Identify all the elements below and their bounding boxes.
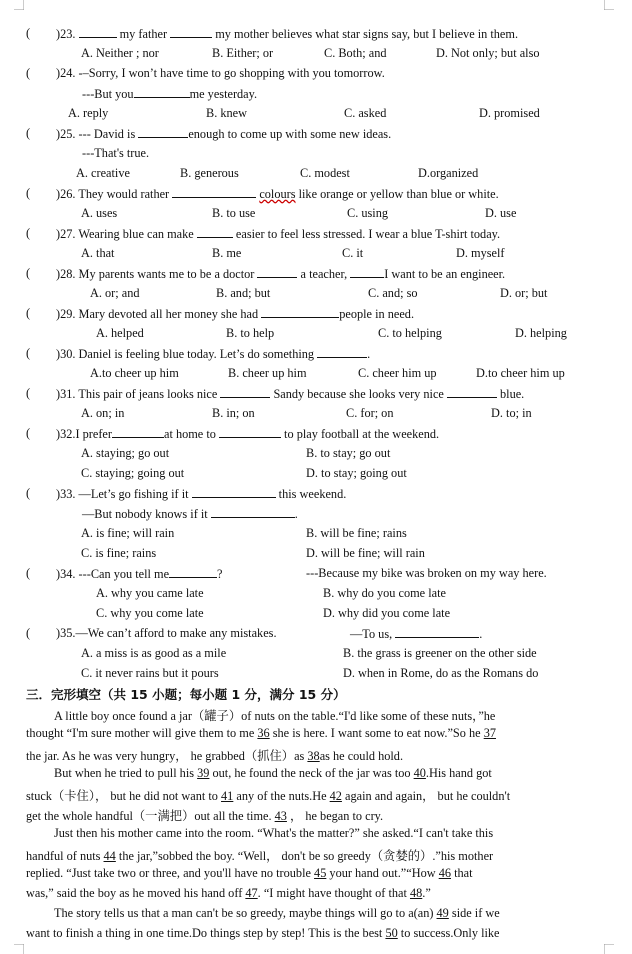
passage-line: But when he tried to pull his 39 out, he found the neck of the jar was too 40.His hand got [54,766,492,780]
option-b: B. will be fine; rains [306,526,407,540]
option-c: C. Both; and [324,46,387,60]
answer-blank [134,86,190,98]
answer-blank [138,126,188,138]
option-c: C. asked [344,106,387,120]
blank-number: 38 [307,749,320,763]
question-stem: ? [217,567,223,581]
corner-mark-bottom-left [14,944,24,954]
answer-blank [79,26,117,38]
option-b: B. the grass is greener on the other side [343,646,537,660]
answer-paren: ( [26,66,31,80]
answer-paren: ( [26,186,31,200]
option-b: B. to stay; go out [306,446,391,460]
answer-paren: ( [26,486,31,500]
option-d: D. or; but [500,286,548,300]
option-c: C. and; so [368,286,418,300]
corner-mark-bottom-right [604,944,614,954]
answer-paren: ( [26,346,31,360]
question-stem: people in need. [339,307,415,321]
question-stem: ---That's true. [82,146,150,160]
option-d: D. to stay; going out [306,466,407,480]
answer-blank [172,186,256,198]
option-a: A.to cheer up him [90,366,179,380]
answer-blank [211,506,295,518]
blank-number: 44 [103,849,116,863]
passage-line: A little boy once found a jar（罐子）of nuts on the table.“I'd like some of these nuts，”he [54,709,496,723]
option-d: D. use [485,206,517,220]
option-c: C. to helping [378,326,442,340]
blank-number: 40 [413,766,426,780]
option-b: B. to help [226,326,275,340]
option-a: A. uses [81,206,118,220]
question-stem: my father [116,27,171,41]
blank-number: 42 [329,789,342,803]
option-a: A. why you came late [96,586,204,600]
question-stem: ---But you [82,87,134,101]
question-stem: me yesterday. [189,87,258,101]
question-stem: )23. [56,27,79,41]
answer-paren: ( [26,306,31,320]
option-c: C. cheer him up [358,366,437,380]
question-stem: like orange or yellow than blue or white. [295,187,499,201]
section-title: 三．完形填空（共 15 小题；每小题 1 分，满分 15 分） [26,687,346,702]
question-stem: —To us, [350,627,396,641]
answer-blank [447,386,497,398]
option-b: B. Either; or [212,46,274,60]
option-d: D. when in Rome, do as the Romans do [343,666,539,680]
option-d: D. to; in [491,406,532,420]
option-a: A. or; and [90,286,140,300]
option-c: C. staying; going out [81,466,185,480]
option-a: A. staying; go out [81,446,170,460]
question-stem: )34. ---Can you tell me [56,567,170,581]
answer-paren: ( [26,266,31,280]
question-stem: I want to be an engineer. [384,267,506,281]
option-a: A. is fine; will rain [81,526,175,540]
option-d: D. Not only; but also [436,46,540,60]
question-stem: )26. They would rather [56,187,173,201]
passage-line: Just then his mother came into the room. “What's the matter?” she asked.“I can't take this [54,826,494,840]
option-c: C. it [342,246,364,260]
answer-paren: ( [26,226,31,240]
passage-line: the jar. As he was very hungry， he grabbed（抓住）as 38as he could hold. [26,749,404,763]
option-b: B. generous [180,166,239,180]
answer-paren: ( [26,126,31,140]
question-stem: at home to [164,427,219,441]
option-b: B. me [212,246,242,260]
answer-paren: ( [26,626,31,640]
option-c: C. it never rains but it pours [81,666,219,680]
answer-blank [395,626,479,638]
blank-number: 47 [245,886,258,900]
question-stem: )29. Mary devoted all her money she had [56,307,262,321]
answer-blank [170,26,212,38]
answer-paren: ( [26,426,31,440]
question-stem: enough to come up with some new ideas. [188,127,392,141]
question-stem: )30. Daniel is feeling blue today. Let’s do something [56,347,318,361]
passage-line: replied. “Just take two or three, and you'll have no trouble 45 your hand out.”“How 46 that [26,866,473,880]
option-b: B. and; but [216,286,271,300]
option-d: D. will be fine; will rain [306,546,425,560]
option-b: B. knew [206,106,247,120]
question-stem: colours [259,187,296,201]
option-b: B. to use [212,206,256,220]
passage-line: handful of nuts 44 the jar,”sobbed the boy. “Well， don't be so greedy（贪婪的）.”his mother [26,849,494,863]
answer-blank [169,566,217,578]
passage-line: The story tells us that a man can't be so greedy, maybe things will go to a(an) 49 side if we [54,906,500,920]
option-c: C. is fine; rains [81,546,157,560]
answer-blank [261,306,339,318]
option-d: D. myself [456,246,505,260]
passage-line: thought “I'm sure mother will give them to me 36 she is here. I want some to eat now.”So he 37 [26,726,496,740]
answer-blank [317,346,367,358]
corner-mark-top-right [604,0,614,10]
blank-number: 45 [314,866,327,880]
question-stem: blue. [496,387,525,401]
answer-blank [350,266,384,278]
blank-number: 43 [274,809,287,823]
blank-number: 50 [385,926,398,940]
question-stem: my mother believes what star signs say, but I believe in them. [212,27,519,41]
question-stem: )27. Wearing blue can make [56,227,197,241]
option-c: C. why you come late [96,606,204,620]
option-a: A. that [81,246,115,260]
blank-number: 46 [438,866,451,880]
question-stem: . [367,347,371,361]
option-a: A. reply [68,106,109,120]
question-stem: a teacher, [297,267,351,281]
blank-number: 37 [483,726,496,740]
question-stem: )28. My parents wants me to be a doctor [56,267,258,281]
option-b: B. why do you come late [323,586,446,600]
answer-paren: ( [26,566,31,580]
option-b: B. cheer up him [228,366,307,380]
option-b: B. in; on [212,406,255,420]
option-d: D. why did you come late [323,606,451,620]
answer-paren: ( [26,26,31,40]
question-stem: easier to feel less stressed. I wear a blue T-shirt today. [232,227,501,241]
option-c: C. modest [300,166,350,180]
option-d: D. promised [479,106,540,120]
passage-line: was,” said the boy as he moved his hand off 47. “I might have thought of that 48.” [26,886,431,900]
question-stem: )32.I prefer [56,427,112,441]
question-stem: . [479,627,483,641]
passage-line: stuck（卡住）， but he did not want to 41 any of the nuts.He 42 again and again， but he couldn't [26,789,511,803]
question-stem: )35.—We can’t afford to make any mistakes. [56,626,277,640]
blank-number: 36 [257,726,270,740]
answer-blank [192,486,276,498]
question-stem: )24. -–Sorry, I won’t have time to go shopping with you tomorrow. [56,66,385,80]
answer-paren: ( [26,386,31,400]
blank-number: 41 [221,789,234,803]
question-stem: to play football at the weekend. [280,427,440,441]
answer-blank [197,226,233,238]
passage-line: want to finish a thing in one time.Do things step by step! This is the best 50 to success.Only like [26,926,500,940]
corner-mark-top-left [14,0,24,10]
question-stem: . [294,507,298,521]
option-c: C. for; on [346,406,394,420]
option-d: D. helping [515,326,567,340]
option-a: A. on; in [81,406,125,420]
answer-blank [112,426,164,438]
answer-blank [219,426,281,438]
option-a: A. creative [76,166,130,180]
question-stem: )25. --- David is [56,127,139,141]
passage-line: get the whole handful（一满把）out all the time. 43 ， he began to cry. [26,809,384,823]
option-a: A. a miss is as good as a mile [81,646,227,660]
blank-number: 39 [197,766,210,780]
option-d: D.to cheer him up [476,366,565,380]
option-a: A. helped [96,326,144,340]
answer-blank [220,386,270,398]
question-stem: ---Because my bike was broken on my way here. [306,566,547,580]
blank-number: 48 [409,886,423,900]
blank-number: 49 [436,906,449,920]
question-stem: )33. —Let’s go fishing if it [56,487,192,501]
option-c: C. using [347,206,388,220]
question-stem: —But nobody knows if it [82,507,211,521]
question-stem: Sandy because she looks very nice [270,387,447,401]
option-a: A. Neither ; nor [81,46,159,60]
question-stem: this weekend. [275,487,347,501]
answer-blank [257,266,297,278]
option-d: D.organized [418,166,479,180]
question-stem: )31. This pair of jeans looks nice [56,387,221,401]
